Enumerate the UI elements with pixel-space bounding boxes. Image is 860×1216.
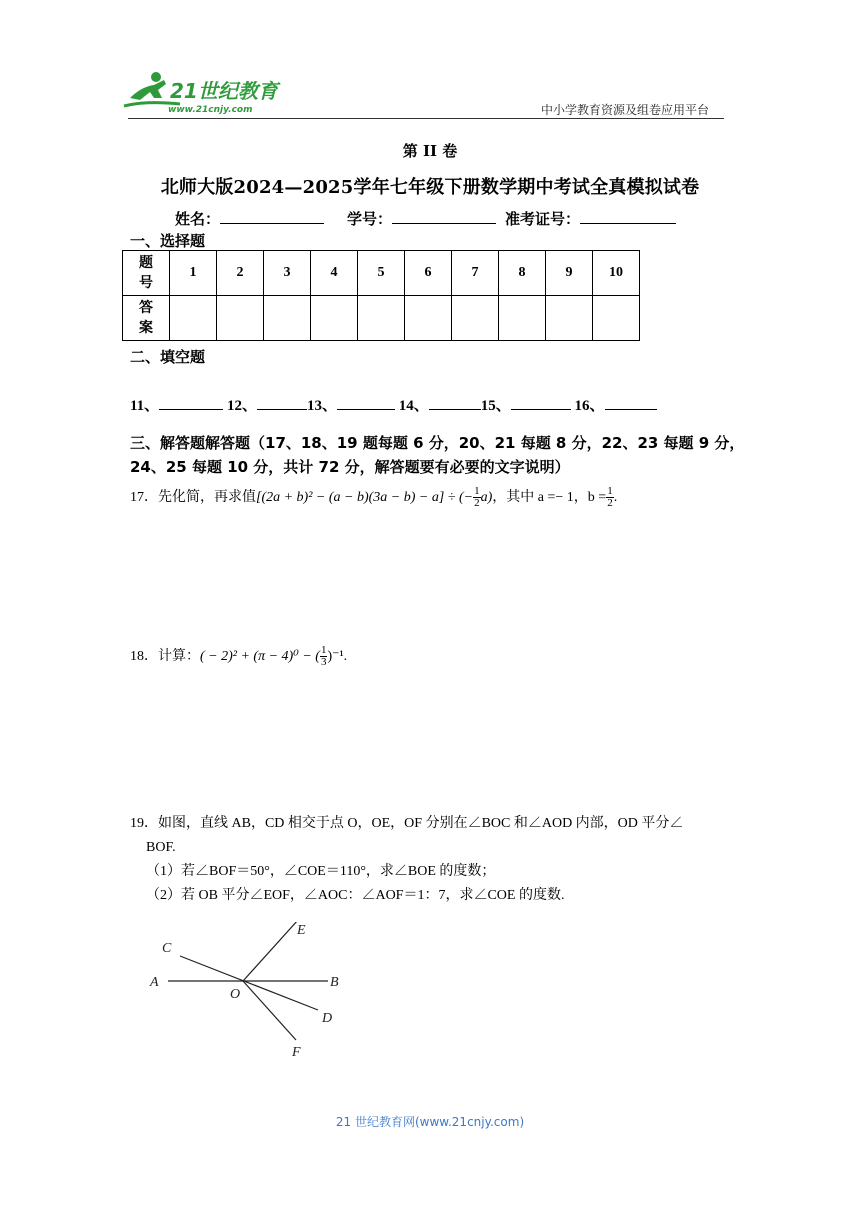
q17-prefix: 17．先化简，再求值 (130, 490, 256, 505)
label-d: D (322, 1011, 333, 1026)
name-label: 姓名： (175, 210, 221, 228)
ray-oe (243, 922, 298, 981)
section-choice-heading: 一、选择题 (130, 232, 206, 250)
fill-blank[interactable] (257, 395, 307, 410)
fill-blank[interactable] (337, 395, 395, 410)
row-header-number: 题 号 (123, 251, 170, 296)
answer-cell[interactable] (358, 296, 405, 341)
header-divider (128, 118, 724, 119)
q17-b-fraction: $\frac{1}{2}$ (607, 485, 613, 510)
fill-blanks-line (130, 394, 657, 415)
student-id-label: 学号： (347, 210, 393, 228)
section-solve-heading: 三、解答题解答题（17、18、19 题每题 6 分，20、21 每题 8 分，22、23 每题 9 分，24、25 每题 10 分，共计 72 分，解答题要有必要的文字说明） (130, 434, 745, 476)
fill-item-label: 12、 (226, 398, 257, 414)
row-header-answer: 答 案 (123, 296, 170, 341)
number-cell: 4 (311, 251, 358, 296)
label-e: E (297, 923, 306, 938)
answer-cell[interactable] (170, 296, 217, 341)
number-cell: 9 (546, 251, 593, 296)
number-cell: 3 (264, 251, 311, 296)
label-f: F (292, 1045, 301, 1060)
exam-title: 北师大版2024—2025学年七年级下册数学期中考试全真模拟试卷 (160, 177, 700, 198)
label-c: C (162, 941, 172, 956)
q17-expression: [(2a + b)² − (a − b)(3a − b) − a] ÷ (− (256, 490, 474, 505)
fill-item-label: 15、 (480, 398, 511, 414)
fill-item-label: 13、 (306, 398, 337, 414)
number-cell: 5 (358, 251, 405, 296)
header-platform-text: 中小学教育资源及组卷应用平台 (541, 103, 710, 117)
fill-item-label: 11、 (130, 398, 160, 414)
site-logo (120, 68, 300, 118)
label-o: O (230, 987, 241, 1002)
answer-cell[interactable] (405, 296, 452, 341)
answer-cell[interactable] (546, 296, 593, 341)
q17-condition: ，其中 a =− 1，b = (492, 490, 607, 505)
q18-expression: ( − 2)² + (π − 4)⁰ − ( (200, 649, 320, 664)
label-b: B (330, 975, 339, 990)
fill-item-label: 14、 (398, 398, 429, 414)
fill-item-label: 16、 (574, 398, 605, 414)
q19-part1: （1）若∠BOF＝50°，∠COE＝110°，求∠BOE 的度数； (146, 864, 496, 879)
q19-stem-line2: BOF. (146, 840, 176, 855)
fill-blank[interactable] (511, 395, 571, 410)
number-cell: 7 (452, 251, 499, 296)
student-id-blank[interactable] (392, 209, 496, 224)
question-18 (130, 645, 347, 668)
answer-cell[interactable] (264, 296, 311, 341)
name-blank[interactable] (220, 209, 324, 224)
number-cell: 10 (593, 251, 640, 296)
q19-stem-line1: 19．如图，直线 AB，CD 相交于点 O，OE，OF 分别在∠BOC 和∠AOD 内部，OD 平分∠ (130, 816, 684, 831)
q18-fraction: $\frac{1}{3}$ (320, 644, 327, 669)
answer-cell[interactable] (452, 296, 499, 341)
section-title: 第 II 卷 (402, 142, 458, 160)
answer-cell[interactable] (217, 296, 264, 341)
label-a: A (150, 975, 159, 990)
student-id-field[interactable] (347, 208, 496, 229)
number-cell: 2 (217, 251, 264, 296)
exam-number-field[interactable] (505, 208, 676, 229)
q17-expression-tail: a) (480, 490, 493, 505)
line-cd (180, 956, 318, 1010)
q19-part2: （2）若 OB 平分∠EOF，∠AOC：∠AOF＝1：7，求∠COE 的度数. (146, 888, 565, 903)
ray-of (243, 981, 296, 1040)
question-19 (130, 812, 740, 908)
fill-blank[interactable] (429, 395, 481, 410)
exam-number-blank[interactable] (580, 209, 676, 224)
fill-blank[interactable] (159, 395, 223, 410)
q17-fraction: $\frac{1}{2}$ (474, 485, 480, 510)
name-field[interactable] (175, 208, 324, 229)
answer-cell[interactable] (593, 296, 640, 341)
section-fill-heading: 二、填空题 (130, 348, 206, 366)
exam-number-label: 准考证号： (505, 210, 581, 228)
number-cell: 1 (170, 251, 217, 296)
answer-table (122, 250, 640, 341)
logo-url: www.21cnjy.com (168, 105, 253, 115)
table-row-answers (123, 296, 640, 341)
question-17: 17．先化简，再求值[(2a + b)² − (a − b)(3a − b) − a] ÷ (− $\frac{1}{2}$ a)，其中 a =− 1，b = $\frac{1}{2}$ . (130, 485, 618, 510)
logo-text: 21世纪教育 (170, 79, 278, 103)
fill-blank[interactable] (605, 395, 657, 410)
table-row-numbers (123, 251, 640, 296)
number-cell: 6 (405, 251, 452, 296)
q18-prefix: 18．计算： (130, 649, 200, 664)
number-cell: 8 (499, 251, 546, 296)
q18-expression-tail: )⁻¹. (327, 649, 348, 664)
footer-link[interactable]: 21 世纪教育网(www.21cnjy.com) (335, 1115, 525, 1129)
answer-cell[interactable] (311, 296, 358, 341)
answer-cell[interactable] (499, 296, 546, 341)
geometry-figure (148, 922, 368, 1062)
